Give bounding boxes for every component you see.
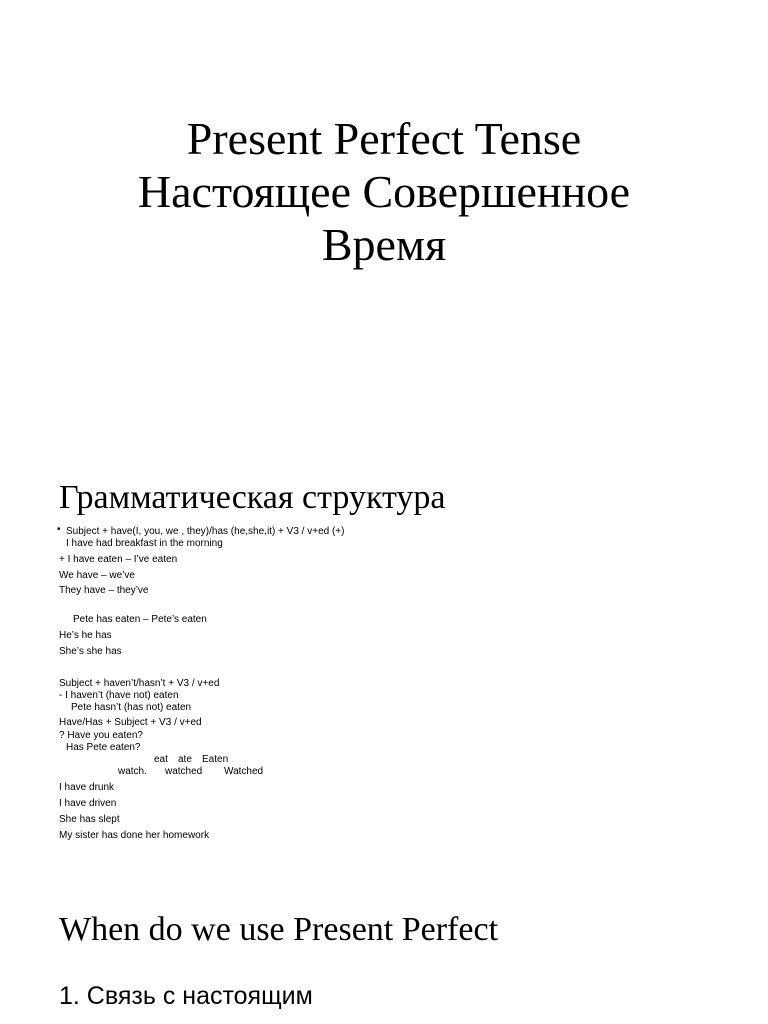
example-line: She’s she has	[59, 646, 122, 657]
example-line: I have had breakfast in the morning	[66, 538, 223, 549]
usage-heading: When do we use Present Perfect	[59, 911, 499, 948]
grammar-structure-heading: Грамматическая структура	[59, 479, 446, 516]
verb-form: watched	[165, 766, 203, 777]
example-line: I have drunk	[59, 782, 115, 793]
bullet-icon: •	[57, 524, 61, 535]
verb-form: watch.	[118, 766, 147, 777]
title-line-3: Время	[321, 219, 447, 270]
example-line: I have driven	[59, 798, 117, 809]
title-line-1: Present Perfect Tense	[186, 113, 582, 164]
title-line-2: Настоящее Совершенное	[137, 166, 631, 217]
structure-affirmative: Subject + have(I, you, we , they)/has (he,she,it) + V3 / v+ed (+)	[66, 526, 345, 537]
verb-form: Eaten	[202, 754, 229, 765]
example-line: He’s he has	[59, 630, 112, 641]
slide-title	[0, 112, 768, 271]
example-line: She has slept	[59, 814, 120, 825]
verb-form: Watched	[224, 766, 264, 777]
example-line: ? Have you eaten?	[59, 730, 143, 741]
example-line: Has Pete eaten?	[66, 742, 141, 753]
verb-form: ate	[178, 754, 192, 765]
example-line: We have – we’ve	[59, 570, 135, 581]
example-line: Pete has eaten – Pete’s eaten	[73, 614, 207, 625]
verb-form: eat	[154, 754, 168, 765]
structure-negative: Subject + haven’t/hasn’t + V3 / v+ed	[59, 678, 220, 689]
example-line: + I have eaten – I’ve eaten	[59, 554, 178, 565]
usage-item-1: 1. Связь с настоящим	[59, 982, 313, 1010]
example-line: - I haven’t (have not) eaten	[59, 690, 179, 701]
structure-question: Have/Has + Subject + V3 / v+ed	[59, 717, 202, 728]
example-line: Pete hasn’t (has not) eaten	[71, 702, 192, 713]
example-line: They have – they’ve	[59, 585, 149, 596]
example-line: My sister has done her homework	[59, 830, 210, 841]
